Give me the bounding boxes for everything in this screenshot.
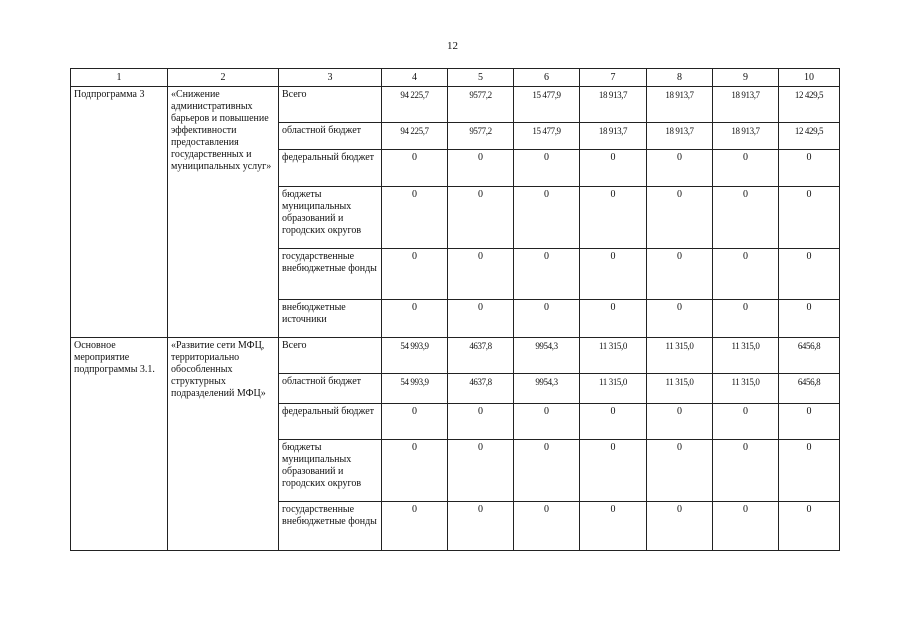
- value-cell: 0: [647, 150, 713, 187]
- value-cell: 0: [514, 249, 580, 300]
- value-cell: 0: [580, 150, 647, 187]
- value-cell: 18 913,7: [647, 87, 713, 123]
- value-cell: 54 993,9: [382, 374, 448, 404]
- group-description: «Развитие сети МФЦ, территориально обособленных структурных подразделений МФЦ»: [168, 338, 279, 551]
- funding-source: федеральный бюджет: [279, 150, 382, 187]
- value-cell: 0: [779, 249, 840, 300]
- group-label: Основное мероприятие подпрограммы 3.1.: [71, 338, 168, 551]
- value-cell: 0: [514, 440, 580, 502]
- value-cell: 54 993,9: [382, 338, 448, 374]
- value-cell: 0: [580, 502, 647, 551]
- value-cell: 94 225,7: [382, 87, 448, 123]
- value-cell: 0: [713, 187, 779, 249]
- value-cell: 18 913,7: [713, 87, 779, 123]
- value-cell: 0: [779, 187, 840, 249]
- funding-source: государственные внебюджетные фонды: [279, 502, 382, 551]
- budget-table: [70, 68, 840, 551]
- value-cell: 11 315,0: [580, 338, 647, 374]
- value-cell: 9577,2: [448, 87, 514, 123]
- value-cell: 0: [779, 404, 840, 440]
- header-cell: 9: [713, 69, 779, 87]
- value-cell: 6456,8: [779, 338, 840, 374]
- value-cell: 11 315,0: [580, 374, 647, 404]
- value-cell: 0: [514, 502, 580, 551]
- value-cell: 0: [514, 404, 580, 440]
- header-cell: 1: [71, 69, 168, 87]
- value-cell: 0: [647, 249, 713, 300]
- header-cell: 8: [647, 69, 713, 87]
- header-row: [71, 69, 840, 87]
- value-cell: 0: [382, 187, 448, 249]
- table-row: [71, 87, 840, 123]
- value-cell: 18 913,7: [713, 123, 779, 150]
- value-cell: 0: [382, 249, 448, 300]
- value-cell: 0: [448, 440, 514, 502]
- group-label: Подпрограмма 3: [71, 87, 168, 338]
- funding-source: внебюджетные источники: [279, 300, 382, 338]
- funding-source: государственные внебюджетные фонды: [279, 249, 382, 300]
- header-cell: 7: [580, 69, 647, 87]
- value-cell: 0: [448, 300, 514, 338]
- value-cell: 0: [647, 404, 713, 440]
- value-cell: 9954,3: [514, 374, 580, 404]
- value-cell: 0: [713, 440, 779, 502]
- value-cell: 18 913,7: [580, 87, 647, 123]
- value-cell: 0: [448, 150, 514, 187]
- value-cell: 0: [382, 150, 448, 187]
- funding-source: бюджеты муниципальных образований и городских округов: [279, 440, 382, 502]
- value-cell: 0: [580, 404, 647, 440]
- value-cell: 0: [514, 150, 580, 187]
- value-cell: 11 315,0: [647, 338, 713, 374]
- value-cell: 0: [580, 249, 647, 300]
- value-cell: 0: [448, 249, 514, 300]
- value-cell: 0: [713, 300, 779, 338]
- funding-source: бюджеты муниципальных образований и городских округов: [279, 187, 382, 249]
- value-cell: 0: [382, 404, 448, 440]
- value-cell: 0: [580, 300, 647, 338]
- value-cell: 9577,2: [448, 123, 514, 150]
- header-cell: 10: [779, 69, 840, 87]
- funding-source: областной бюджет: [279, 374, 382, 404]
- value-cell: 0: [779, 502, 840, 551]
- value-cell: 0: [448, 404, 514, 440]
- header-cell: 6: [514, 69, 580, 87]
- value-cell: 15 477,9: [514, 87, 580, 123]
- value-cell: 18 913,7: [647, 123, 713, 150]
- value-cell: 0: [647, 440, 713, 502]
- value-cell: 11 315,0: [713, 374, 779, 404]
- value-cell: 11 315,0: [647, 374, 713, 404]
- value-cell: 0: [580, 440, 647, 502]
- value-cell: 6456,8: [779, 374, 840, 404]
- value-cell: 0: [779, 150, 840, 187]
- value-cell: 0: [713, 502, 779, 551]
- value-cell: 0: [580, 187, 647, 249]
- value-cell: 0: [382, 502, 448, 551]
- funding-source: Всего: [279, 87, 382, 123]
- value-cell: 4637,8: [448, 374, 514, 404]
- header-cell: 4: [382, 69, 448, 87]
- value-cell: 0: [647, 300, 713, 338]
- header-cell: 3: [279, 69, 382, 87]
- value-cell: 0: [382, 300, 448, 338]
- value-cell: 0: [647, 187, 713, 249]
- funding-source: областной бюджет: [279, 123, 382, 150]
- value-cell: 15 477,9: [514, 123, 580, 150]
- group-description: «Снижение административных барьеров и повышение эффективности предоставления государственных и муниципальных услуг»: [168, 87, 279, 338]
- value-cell: 94 225,7: [382, 123, 448, 150]
- funding-source: федеральный бюджет: [279, 404, 382, 440]
- header-cell: 2: [168, 69, 279, 87]
- value-cell: 0: [448, 187, 514, 249]
- page-number: 12: [447, 40, 458, 52]
- table-row: [71, 338, 840, 374]
- value-cell: 0: [514, 187, 580, 249]
- value-cell: 0: [779, 440, 840, 502]
- value-cell: 9954,3: [514, 338, 580, 374]
- value-cell: 11 315,0: [713, 338, 779, 374]
- value-cell: 4637,8: [448, 338, 514, 374]
- value-cell: 12 429,5: [779, 87, 840, 123]
- value-cell: 0: [382, 440, 448, 502]
- value-cell: 12 429,5: [779, 123, 840, 150]
- value-cell: 0: [713, 150, 779, 187]
- value-cell: 0: [779, 300, 840, 338]
- funding-source: Всего: [279, 338, 382, 374]
- value-cell: 18 913,7: [580, 123, 647, 150]
- value-cell: 0: [448, 502, 514, 551]
- value-cell: 0: [713, 249, 779, 300]
- header-cell: 5: [448, 69, 514, 87]
- value-cell: 0: [514, 300, 580, 338]
- value-cell: 0: [647, 502, 713, 551]
- value-cell: 0: [713, 404, 779, 440]
